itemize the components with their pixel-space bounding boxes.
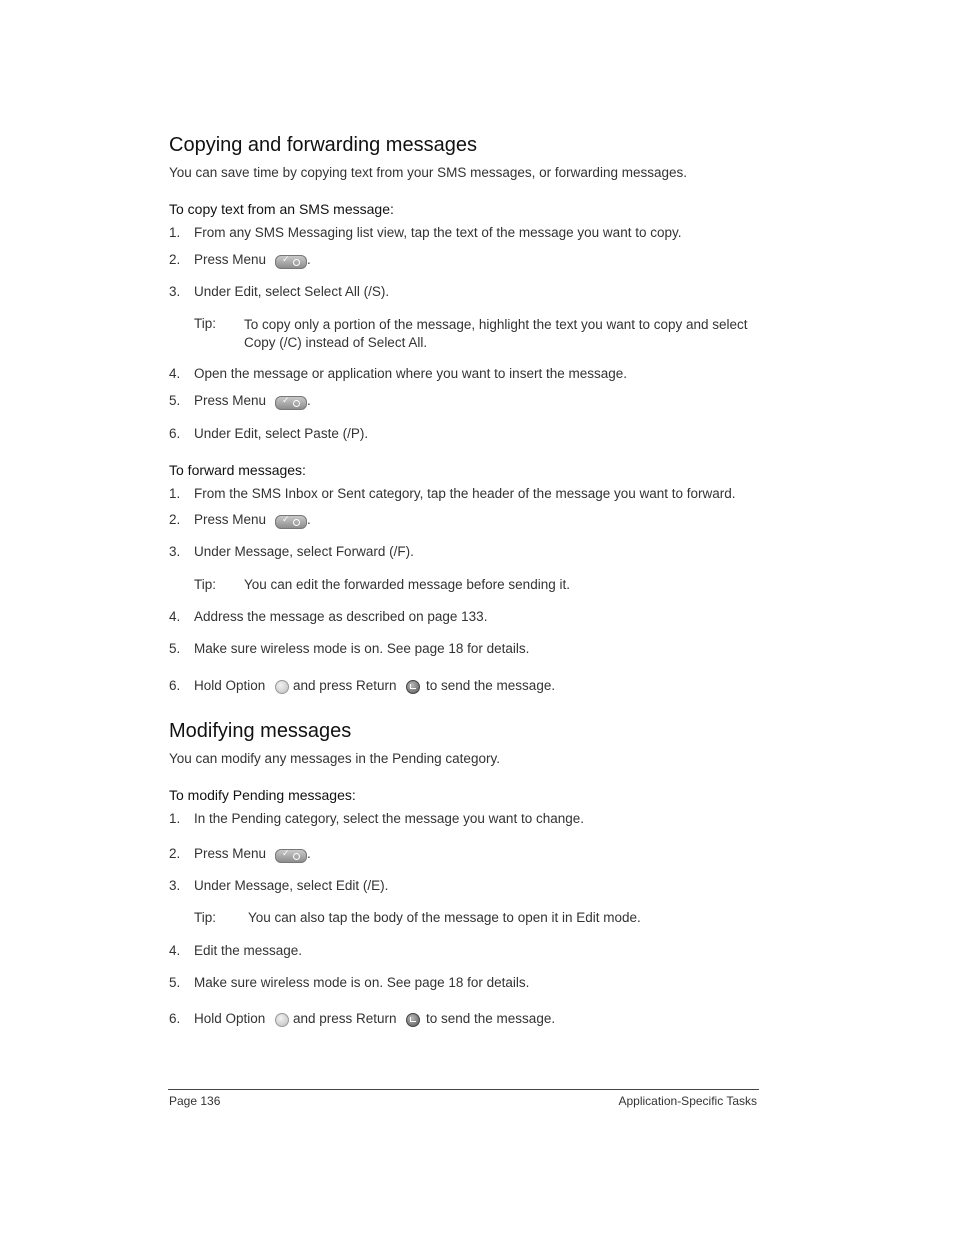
step-number: 1. bbox=[169, 811, 181, 826]
section-intro-modifying: You can modify any messages in the Pending category. bbox=[169, 751, 500, 766]
step-number: 1. bbox=[169, 486, 181, 501]
step-number: 5. bbox=[169, 975, 181, 990]
step-text: In the Pending category, select the message you want to change. bbox=[194, 811, 584, 826]
tip-line: Copy (/C) instead of Select All. bbox=[244, 335, 428, 350]
tip-text bbox=[244, 316, 748, 352]
tip-text: You can edit the forwarded message before sending it. bbox=[244, 577, 570, 592]
step-text: From the SMS Inbox or Sent category, tap the header of the message you want to forward. bbox=[194, 486, 736, 501]
step-text: Make sure wireless mode is on. See page 18 for details. bbox=[194, 641, 530, 656]
step-text: Under Edit, select Paste (/P). bbox=[194, 426, 369, 441]
return-button-icon bbox=[406, 1013, 420, 1027]
menu-button-icon bbox=[275, 396, 307, 410]
step-number: 4. bbox=[169, 609, 181, 624]
subheading-copy-text: To copy text from an SMS message: bbox=[169, 201, 394, 217]
step-number: 6. bbox=[169, 678, 181, 693]
step-text: Hold Option bbox=[194, 1011, 266, 1026]
option-button-icon bbox=[275, 1013, 289, 1027]
section-title-copying: Copying and forwarding messages bbox=[169, 134, 477, 156]
step-tail: . bbox=[307, 512, 311, 527]
step-text: Press Menu bbox=[194, 252, 267, 267]
footer-chapter-title: Application-Specific Tasks bbox=[618, 1094, 757, 1108]
tip-label: Tip: bbox=[194, 577, 217, 592]
step-tail: to send the message. bbox=[426, 1011, 556, 1026]
step-text: Edit the message. bbox=[194, 943, 303, 958]
step-text: Open the message or application where you want to insert the message. bbox=[194, 366, 627, 381]
step-text: Hold Option bbox=[194, 678, 266, 693]
step-number: 2. bbox=[169, 252, 181, 267]
step-mid: and press Return bbox=[293, 1011, 397, 1026]
step-tail: . bbox=[307, 846, 311, 861]
step-number: 6. bbox=[169, 1011, 181, 1026]
step-text: Address the message as described on page 133. bbox=[194, 609, 488, 624]
step-text: From any SMS Messaging list view, tap the text of the message you want to copy. bbox=[194, 225, 682, 240]
step-text: Press Menu bbox=[194, 846, 267, 861]
step-number: 4. bbox=[169, 366, 181, 381]
step-tail: . bbox=[307, 393, 311, 408]
step-number: 1. bbox=[169, 225, 181, 240]
step-number: 3. bbox=[169, 878, 181, 893]
tip-label: Tip: bbox=[194, 910, 217, 925]
step-text: Make sure wireless mode is on. See page 18 for details. bbox=[194, 975, 530, 990]
step-mid: and press Return bbox=[293, 678, 397, 693]
step-number: 2. bbox=[169, 846, 181, 861]
subheading-forward: To forward messages: bbox=[169, 462, 306, 478]
footer-rule bbox=[168, 1089, 759, 1090]
step-number: 6. bbox=[169, 426, 181, 441]
tip-text: You can also tap the body of the message to open it in Edit mode. bbox=[248, 910, 641, 925]
tip-line: To copy only a portion of the message, highlight the text you want to copy and select bbox=[244, 317, 748, 332]
section-title-modifying: Modifying messages bbox=[169, 720, 352, 742]
subheading-modify: To modify Pending messages: bbox=[169, 787, 356, 803]
step-text: Press Menu bbox=[194, 393, 267, 408]
step-number: 4. bbox=[169, 943, 181, 958]
menu-button-icon bbox=[275, 255, 307, 269]
option-button-icon bbox=[275, 680, 289, 694]
tip-label: Tip: bbox=[194, 316, 217, 331]
step-text: Press Menu bbox=[194, 512, 267, 527]
step-number: 5. bbox=[169, 641, 181, 656]
menu-button-icon bbox=[275, 515, 307, 529]
step-number: 2. bbox=[169, 512, 181, 527]
step-number: 3. bbox=[169, 284, 181, 299]
step-text: Under Message, select Edit (/E). bbox=[194, 878, 389, 893]
step-tail: . bbox=[307, 252, 311, 267]
footer-page-number: Page 136 bbox=[169, 1094, 221, 1108]
menu-button-icon bbox=[275, 849, 307, 863]
section-intro-copying: You can save time by copying text from your SMS messages, or forwarding messages. bbox=[169, 165, 687, 180]
return-button-icon bbox=[406, 680, 420, 694]
step-tail: to send the message. bbox=[426, 678, 556, 693]
step-text: Under Message, select Forward (/F). bbox=[194, 544, 414, 559]
step-number: 5. bbox=[169, 393, 181, 408]
step-text: Under Edit, select Select All (/S). bbox=[194, 284, 390, 299]
step-number: 3. bbox=[169, 544, 181, 559]
